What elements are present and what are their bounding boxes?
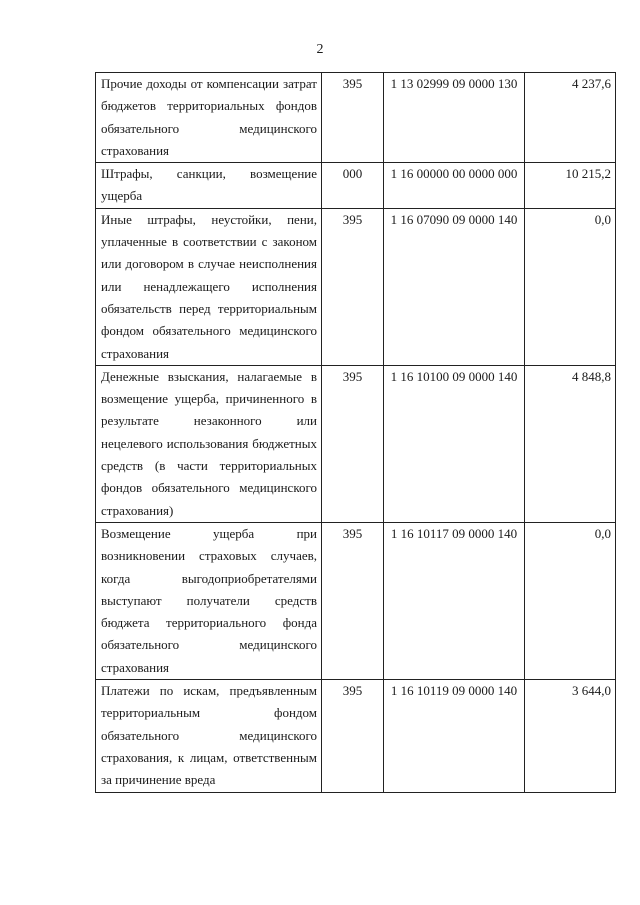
- amount-cell: 3 644,0: [525, 680, 616, 792]
- admin-code-cell: 000: [322, 163, 384, 209]
- table-row: [96, 365, 616, 522]
- budget-code-cell: 1 16 10119 09 0000 140: [384, 680, 525, 792]
- revenue-name-cell: Платежи по искам, предъявленным территориальным фондом обязательного медицинского страхования, к лицам, ответственным за причинение вреда: [96, 680, 322, 792]
- revenue-name-cell: Штрафы, санкции, возмещение ущерба: [96, 163, 322, 209]
- budget-code-cell: 1 16 10100 09 0000 140: [384, 365, 525, 522]
- admin-code-cell: 395: [322, 208, 384, 365]
- revenue-name-cell: Денежные взыскания, налагаемые в возмещение ущерба, причиненного в результате незаконного или нецелевого использования бюджетных средств (в части территориальных фондов обязательного медицинского страхования): [96, 365, 322, 522]
- page-number: 2: [316, 42, 324, 57]
- revenue-table: [95, 72, 616, 793]
- amount-cell: 10 215,2: [525, 163, 616, 209]
- budget-code-cell: 1 13 02999 09 0000 130: [384, 73, 525, 163]
- table-row: [96, 73, 616, 163]
- admin-code-cell: 395: [322, 365, 384, 522]
- table-row: [96, 208, 616, 365]
- table-row: [96, 680, 616, 792]
- amount-cell: 4 848,8: [525, 365, 616, 522]
- amount-cell: 0,0: [525, 522, 616, 679]
- budget-code-cell: 1 16 10117 09 0000 140: [384, 522, 525, 679]
- table-row: [96, 522, 616, 679]
- revenue-name-cell: Прочие доходы от компенсации затрат бюджетов территориальных фондов обязательного медицинского страхования: [96, 73, 322, 163]
- budget-code-cell: 1 16 00000 00 0000 000: [384, 163, 525, 209]
- table-row: [96, 163, 616, 209]
- revenue-name-cell: Иные штрафы, неустойки, пени, уплаченные в соответствии с законом или договором в случае неисполнения или ненадлежащего исполнения обязательств перед территориальным фондом обязательного медицинского страхования: [96, 208, 322, 365]
- budget-code-cell: 1 16 07090 09 0000 140: [384, 208, 525, 365]
- admin-code-cell: 395: [322, 73, 384, 163]
- admin-code-cell: 395: [322, 680, 384, 792]
- revenue-name-cell: Возмещение ущерба при возникновении страховых случаев, когда выгодоприобретателями выступают получатели средств бюджета территориального фонда обязательного медицинского страхования: [96, 522, 322, 679]
- amount-cell: 4 237,6: [525, 73, 616, 163]
- amount-cell: 0,0: [525, 208, 616, 365]
- admin-code-cell: 395: [322, 522, 384, 679]
